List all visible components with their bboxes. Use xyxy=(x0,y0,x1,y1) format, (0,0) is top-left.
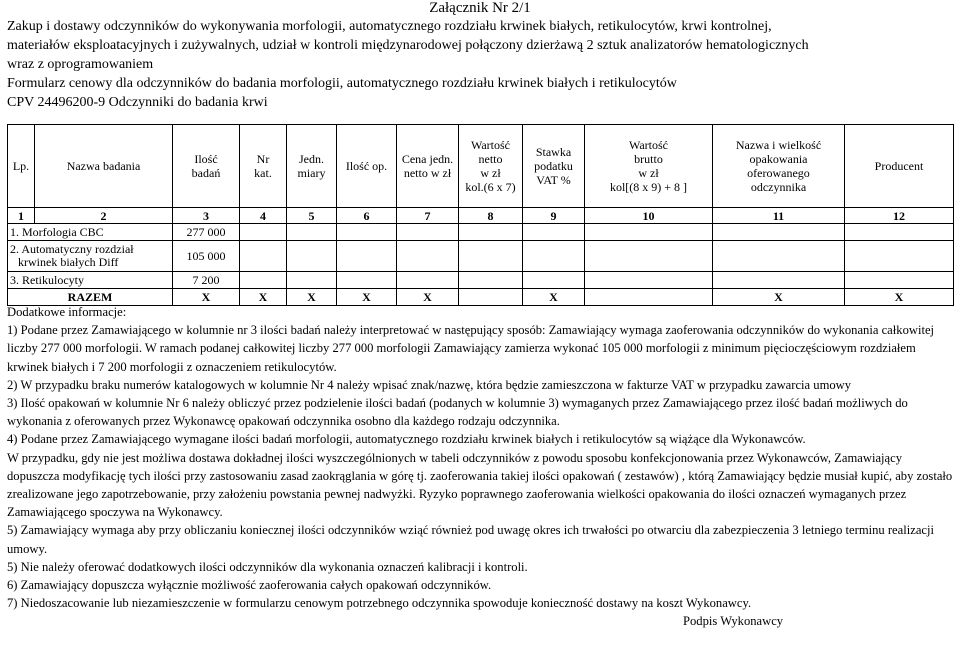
cell-nr-kat[interactable] xyxy=(240,224,287,241)
row-quantity: 7 200 xyxy=(173,272,240,289)
title-line: Zakup i dostawy odczynników do wykonywania morfologii, automatycznego rozdziału krwinek białych, retikulocytów, krwi kontrolnej, xyxy=(7,19,772,34)
row-quantity: 277 000 xyxy=(173,224,240,241)
column-number: 2 xyxy=(35,208,173,224)
header-stawka-vat: Stawka podatku VAT % xyxy=(523,125,585,208)
cell-cena-jedn[interactable] xyxy=(397,224,459,241)
price-form-table xyxy=(7,124,954,306)
cell-jedn-miary[interactable] xyxy=(287,272,337,289)
column-number: 10 xyxy=(585,208,713,224)
column-number: 12 xyxy=(845,208,954,224)
cell-stawka-vat[interactable] xyxy=(523,241,585,272)
table-row xyxy=(8,241,954,272)
total-x: X xyxy=(713,289,845,306)
column-number: 1 xyxy=(8,208,35,224)
row-quantity: 105 000 xyxy=(173,241,240,272)
cell-ilosc-op[interactable] xyxy=(337,272,397,289)
total-x: X xyxy=(397,289,459,306)
column-number: 6 xyxy=(337,208,397,224)
row-name: 3. Retikulocyty xyxy=(8,272,173,289)
table-row xyxy=(8,272,954,289)
header-nazwa-badania: Nazwa badania xyxy=(35,125,173,208)
cell-wartosc-brutto[interactable] xyxy=(585,241,713,272)
title-line: wraz z oprogramowaniem xyxy=(7,57,154,72)
total-x: X xyxy=(845,289,954,306)
note-item: 1) Podane przez Zamawiającego w kolumnie nr 3 ilości badań należy interpretować w następujący sposób: Zamawiający wymaga zaoferowania odczynników do wykonania całkowitej liczby 277 000 morfologii. W ramach podanej całkowitej liczby 277 000 morfologii Zamawiający zamierza wykonać 105 000 morfologii z minimum pięcioczęściowym rozdziałem krwinek białych i 7 200 morfologii z oznaczeniem retikulocytów. xyxy=(7,323,935,374)
column-number: 5 xyxy=(287,208,337,224)
total-x: X xyxy=(173,289,240,306)
cell-wartosc-brutto[interactable] xyxy=(585,224,713,241)
row-name: 1. Morfologia CBC xyxy=(8,224,173,241)
column-number: 11 xyxy=(713,208,845,224)
cell-jedn-miary[interactable] xyxy=(287,241,337,272)
cell-producent[interactable] xyxy=(845,224,954,241)
additional-info xyxy=(7,303,957,631)
cell-ilosc-op[interactable] xyxy=(337,241,397,272)
cell-ilosc-op[interactable] xyxy=(337,224,397,241)
title-line: materiałów eksploatacyjnych i zużywalnych, udział w kontroli międzynarodowej połączony dzierżawą 2 sztuk analizatorów hematologicznych xyxy=(7,38,809,53)
note-item: 2) W przypadku braku numerów katalogowych w kolumnie Nr 4 należy wpisać znak/nazwę, która będzie zamieszczona w fakturze VAT w przypadku zawarcia umowy xyxy=(7,377,852,392)
note-item: 5) Nie należy oferować dodatkowych ilości odczynników dla wykonania oznaczeń kalibracji i kontroli. xyxy=(7,559,528,574)
note-item: 4) Podane przez Zamawiającego wymagane ilości badań morfologii, automatycznego rozdziału krwinek białych i retikulocytów są wiążące dla Wykonawców. xyxy=(7,432,806,447)
note-item: 7) Niedoszacowanie lub niezamieszczenie w formularzu cenowym potrzebnego odczynnika spowoduje konieczność dostawy na koszt Wykonawcy. xyxy=(7,596,752,611)
cell-opakowanie[interactable] xyxy=(713,224,845,241)
total-x: X xyxy=(523,289,585,306)
header-ilosc-op: Ilość op. xyxy=(337,125,397,208)
header-producent: Producent xyxy=(845,125,954,208)
total-x: X xyxy=(240,289,287,306)
cell-nr-kat[interactable] xyxy=(240,241,287,272)
header-lp: Lp. xyxy=(8,125,35,208)
cell-producent[interactable] xyxy=(845,272,954,289)
cell-opakowanie[interactable] xyxy=(713,272,845,289)
header-row xyxy=(8,125,954,208)
column-number: 8 xyxy=(459,208,523,224)
header-opakowanie: Nazwa i wielkość opakowania oferowanego odczynnika xyxy=(713,125,845,208)
header-wartosc-brutto: Wartość brutto w zł kol[(8 x 9) + 8 ] xyxy=(585,125,713,208)
cell-opakowanie[interactable] xyxy=(713,241,845,272)
total-x: X xyxy=(337,289,397,306)
signature-label: Podpis Wykonawcy xyxy=(683,614,784,629)
cell-wartosc-netto[interactable] xyxy=(459,272,523,289)
column-number: 3 xyxy=(173,208,240,224)
header-wartosc-netto: Wartość netto w zł kol.(6 x 7) xyxy=(459,125,523,208)
note-item: 5) Zamawiający wymaga aby przy obliczaniu koniecznej ilości odczynników wziąć również pod uwagę okres ich trwałości po otwarciu dla zabezpieczenia 3 letniego terminu realizacji umowy. xyxy=(7,523,935,556)
cell-producent[interactable] xyxy=(845,241,954,272)
column-number: 4 xyxy=(240,208,287,224)
attachment-label: Załącznik Nr 2/1 xyxy=(429,0,531,16)
notes-heading: Dodatkowe informacje: xyxy=(7,305,127,319)
cell-cena-jedn[interactable] xyxy=(397,272,459,289)
note-item: W przypadku, gdy nie jest możliwa dostawa dokładnej ilości wyszczególnionych w tabeli odczynników z powodu sposobu konfekcjonowania przez Wykonawców, Zamawiający dopuszcza modyfikację tych ilości przy zastosowaniu zasad zaokrąglania w górę tj. zaoferowania takiej ilości opakowań ( zestawów) , którą Zamawiający będzie musiał kupić, aby zostało zrealizowane jego zapotrzebowanie, przy założeniu powstania pewnej nadwyżki. Ryzyko poprawnego zaoferowania wielkości opakowania do ilości oznaczeń wymaganych przez Zamawiającego spoczywa na Wykonawcy. xyxy=(7,450,953,520)
column-number: 7 xyxy=(397,208,459,224)
cell-nr-kat[interactable] xyxy=(240,272,287,289)
cell-stawka-vat[interactable] xyxy=(523,272,585,289)
total-label: RAZEM xyxy=(8,289,173,306)
cell-stawka-vat[interactable] xyxy=(523,224,585,241)
cell-wartosc-netto[interactable] xyxy=(459,241,523,272)
column-number: 9 xyxy=(523,208,585,224)
cell-cena-jedn[interactable] xyxy=(397,241,459,272)
cell-wartosc-netto[interactable] xyxy=(459,224,523,241)
note-item: 3) Ilość opakowań w kolumnie Nr 6 należy obliczyć przez podzielenie ilości badań (podanych w kolumnie 3) wymaganych przez Zamawiającego przez ilość badań możliwych do wykonania z oferowanych przez Wykonawcę opakowań odczynnika osobno dla każdego rodzaju odczynnika. xyxy=(7,396,908,429)
cell-jedn-miary[interactable] xyxy=(287,224,337,241)
header-jedn-miary: Jedn. miary xyxy=(287,125,337,208)
note-item: 6) Zamawiający dopuszcza wyłącznie możliwość zaoferowania całych opakowań odczynników. xyxy=(7,578,492,593)
header-cena-jedn: Cena jedn. netto w zł xyxy=(397,125,459,208)
row-name: 2. Automatyczny rozdział krwinek białych Diff xyxy=(8,241,173,272)
cpv-line: CPV 24496200-9 Odczynniki do badania krwi xyxy=(7,95,268,110)
form-subtitle: Formularz cenowy dla odczynników do badania morfologii, automatycznego rozdziału krwinek białych i retikulocytów xyxy=(7,76,677,91)
header-ilosc-badan: Ilość badań xyxy=(173,125,240,208)
column-number-row xyxy=(8,208,954,224)
total-x: X xyxy=(287,289,337,306)
table-row xyxy=(8,224,954,241)
header-nr-kat: Nr kat. xyxy=(240,125,287,208)
cell-wartosc-brutto[interactable] xyxy=(585,272,713,289)
title-block xyxy=(7,17,957,112)
